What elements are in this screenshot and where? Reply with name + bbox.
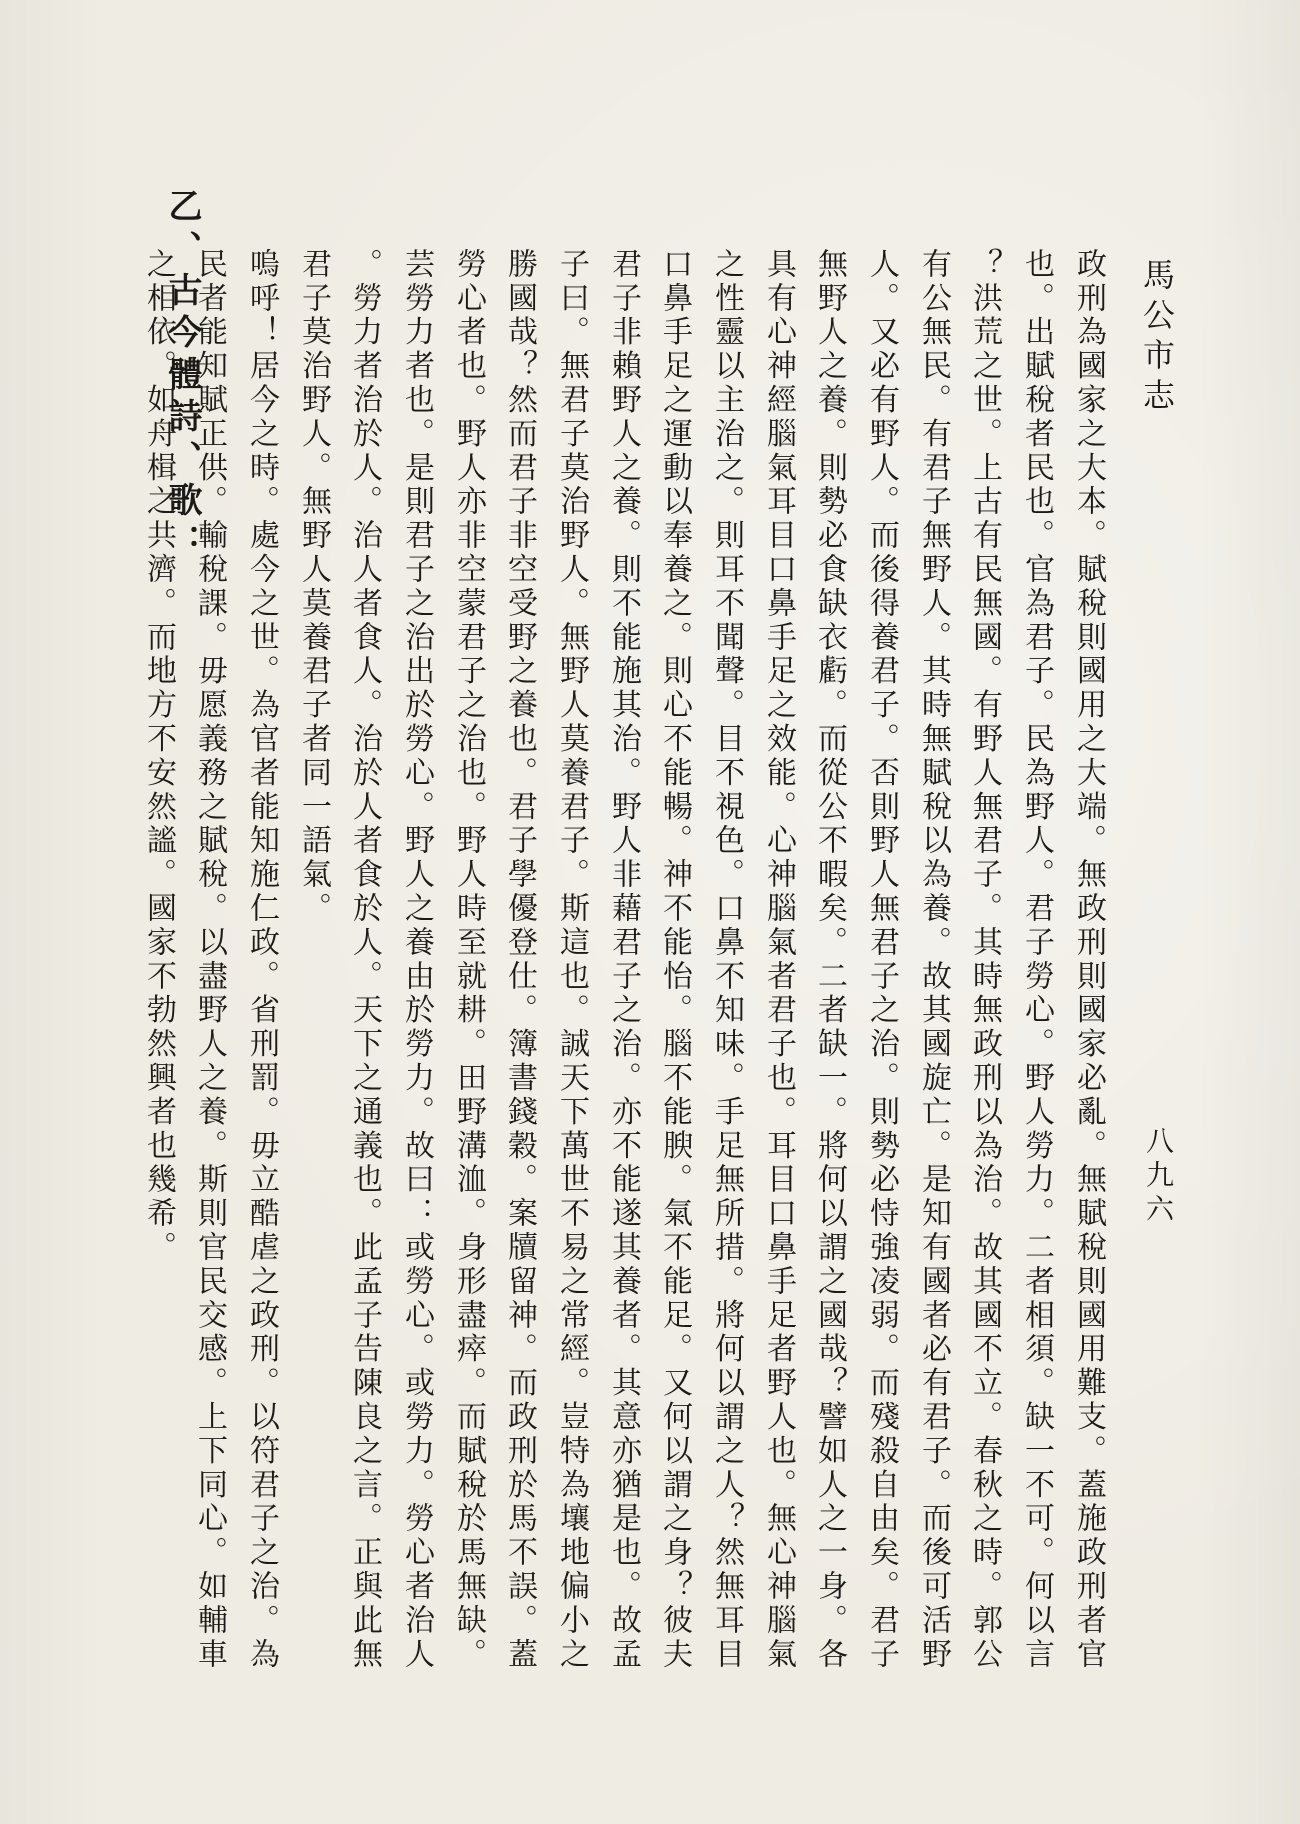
text-column: 君子莫治野人。無野人莫養君子者同一語氣。: [296, 248, 331, 926]
text-column: 人。又必有野人。而後得養君子。否則野人無君子之治。則勢必恃強凌弱。而殘殺自由矣。君子: [864, 248, 899, 1672]
text-column: 之性靈以主治之。則耳不聞聲。目不視色。口鼻不知味。手足無所措。將何以謂之人？然無耳目: [709, 248, 744, 1672]
text-column: 君子非賴野人之養。則不能施其治。野人非藉君子之治。亦不能遂其養者。其意亦猶是也。故孟: [606, 248, 641, 1672]
text-column: 政刑為國家之大本。賦稅則國用之大端。無政刑則國家必亂。無賦稅則國用難支。蓋施政刑者官: [1071, 248, 1106, 1672]
text-column: 之相依。如舟楫之共濟。而地方不安然謐。國家不勃然興者也幾希。: [141, 248, 176, 1265]
text-column: 民者能知賦正供。輸稅課。毋愿義務之賦稅。以盡野人之養。斯則官民交感。上下同心。如輔車: [192, 248, 227, 1672]
text-column: 有公無民。有君子無野人。其時無賦稅以為養。故其國旋亡。是知有國者必有君子。而後可活野: [916, 248, 951, 1672]
text-column: 子曰。無君子莫治野人。無野人莫養君子。斯這也。誠天下萬世不易之常經。豈特為壤地偏小之: [554, 248, 589, 1672]
text-column: 也。出賦稅者民也。官為君子。民為野人。君子勞心。野人勞力。二者相須。缺一不可。何以言: [1019, 248, 1054, 1672]
text-column: 無野人之養。則勢必食缺衣虧。而從公不暇矣。二者缺一。將何以謂之國哉？譬如人之一身。各: [812, 248, 847, 1672]
book-title: 馬公市志: [1138, 258, 1176, 418]
text-column: 勝國哉？然而君子非空受野之養也。君子學優登仕。簿書錢穀。案牘留神。而政刑於馬不誤。蓋: [502, 248, 537, 1672]
text-column: 芸勞力者也。是則君子之治出於勞心。野人之養由於勞力。故曰：或勞心。或勞力。勞心者治人: [399, 248, 434, 1672]
text-column: 口鼻手足之運動以奉養之。則心不能暢。神不能怡。腦不能腴。氣不能足。又何以謂之身？彼夫: [657, 248, 692, 1672]
text-column: 勞心者也。野人亦非空蒙君子之治也。野人時至就耕。田野溝洫。身形盡瘁。而賦稅於馬無缺。: [451, 248, 486, 1672]
text-column: ？洪荒之世。上古有民無國。有野人無君子。其時無政刑以為治。故其國不立。春秋之時。郭公: [967, 248, 1002, 1672]
text-column: 嗚呼！居今之時。處今之世。為官者能知施仁政。省刑罰。毋立酷虐之政刑。以符君子之治。為: [244, 248, 279, 1672]
page-number: 八九六: [1142, 1126, 1175, 1228]
text-column: 具有心神經腦氣耳目口鼻手足之效能。心神腦氣者君子也。耳目口鼻手足者野人也。無心神腦氣: [761, 248, 796, 1672]
section-heading: 乙、古今體詩、歌：: [162, 188, 202, 566]
text-column: 。勞力者治於人。治人者食人。治於人者食於人。天下之通義也。此孟子告陳良之言。正與此無: [347, 248, 382, 1672]
